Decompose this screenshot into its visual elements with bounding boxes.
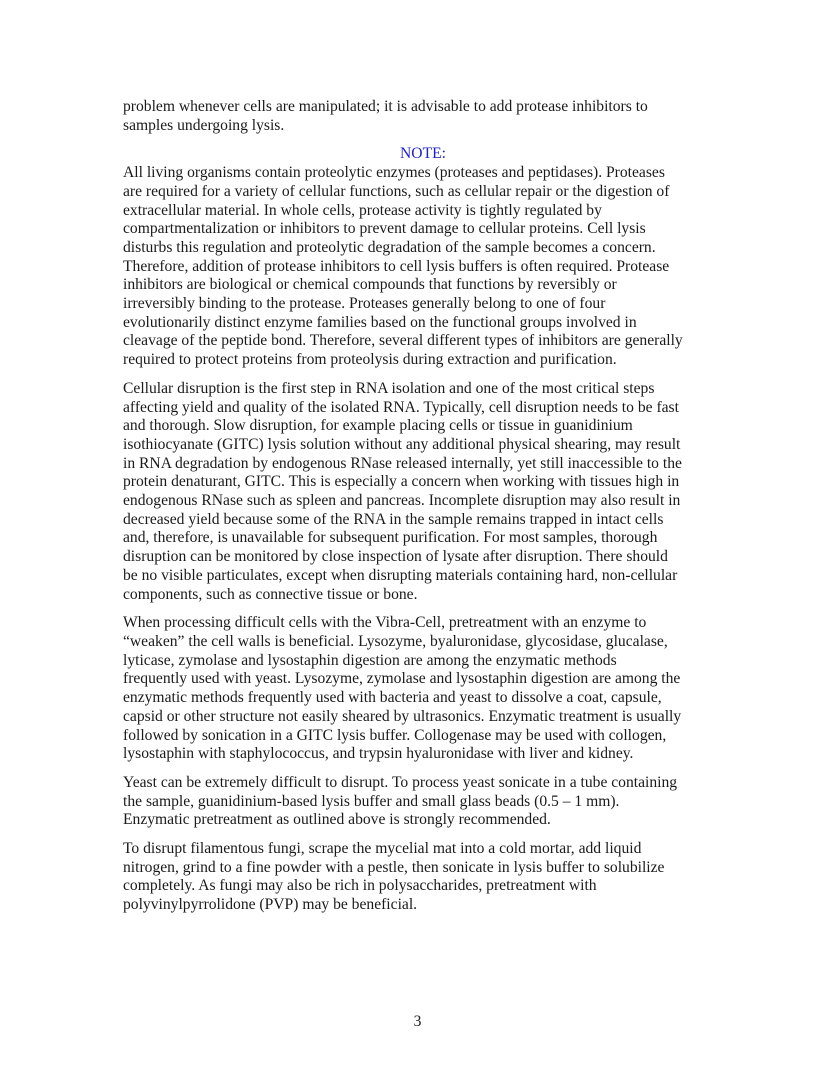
cellular-disruption-paragraph: Cellular disruption is the first step in RNA isolation and one of the most critical steps affecting yield and quality of the isolated RNA. Typically, cell disruption needs to be fast and thorough. Slow disruption, for example placing cells or tissue in guanidinium isothiocyanate (GITC) lysis solution without any additional physical shearing, may result in RNA degradation by endogenous RNase released internally, yet still inaccessible to the protein denaturant, GITC. This is especially a concern when working with tissues high in endogenous RNase such as spleen and pancreas. Incomplete disruption may also result in decreased yield because some of the RNA in the sample remains trapped in intact cells and, therefore, is unavailable for subsequent purification. For most samples, thorough disruption can be monitored by close inspection of lysate after disruption. There should be no visible particulates, except when disrupting materials containing hard, non-cellular components, such as connective tissue or bone. [123, 379, 682, 603]
document-body [123, 98, 723, 925]
difficult-cells-paragraph: When processing difficult cells with the Vibra-Cell, pretreatment with an enzyme to “weaken” the cell walls is beneficial. Lysozyme, byaluronidase, glycosidase, glucalase, lyticase, zymolase and lysostaphin digestion are among the enzymatic methods frequently used with yeast. Lysozyme, zymolase and lysostaphin digestion are among the enzymatic methods frequently used with bacteria and yeast to dissolve a coat, capsule, capsid or other structure not easily sheared by ultrasonics. Enzymatic treatment is usually followed by sonication in a GITC lysis buffer. Collogenase may be used with collogen, lysostaphin with staphylococcus, and trypsin hyaluronidase with liver and kidney. [123, 614, 682, 763]
fungi-paragraph: To disrupt filamentous fungi, scrape the mycelial mat into a cold mortar, add liquid nitrogen, grind to a fine powder with a pestle, then sonicate in lysis buffer to solubilize completely. As fungi may also be rich in polysaccharides, pretreatment with polyvinylpyrrolidone (PVP) may be beneficial. [123, 840, 665, 914]
note-paragraph: All living organisms contain proteolytic enzymes (proteases and peptidases). Proteases are required for a variety of cellular functions, such as cellular repair or the digestion of extracellular material. In whole cells, protease activity is tightly regulated by compartmentalization or inhibitors to prevent damage to cellular proteins. Cell lysis disturbs this regulation and proteolytic degradation of the sample becomes a concern. Therefore, addition of protease inhibitors to cell lysis buffers is often required. Protease inhibitors are biological or chemical compounds that functions by reversibly or irreversibly binding to the protease. Proteases generally belong to one of four evolutionarily distinct enzyme families based on the functional groups involved in cleavage of the peptide bond. Therefore, several different types of inhibitors are generally required to protect proteins from proteolysis during extraction and purification. [123, 164, 683, 369]
intro-paragraph: problem whenever cells are manipulated; it is advisable to add protease inhibitors to samples undergoing lysis. [123, 98, 648, 134]
page-number: 3 [413, 1013, 422, 1030]
note-heading: NOTE: [400, 145, 446, 163]
yeast-paragraph: Yeast can be extremely difficult to disrupt. To process yeast sonicate in a tube containing the sample, guanidinium-based lysis buffer and small glass beads (0.5 – 1 mm). Enzymatic pretreatment as outlined above is strongly recommended. [123, 773, 678, 829]
